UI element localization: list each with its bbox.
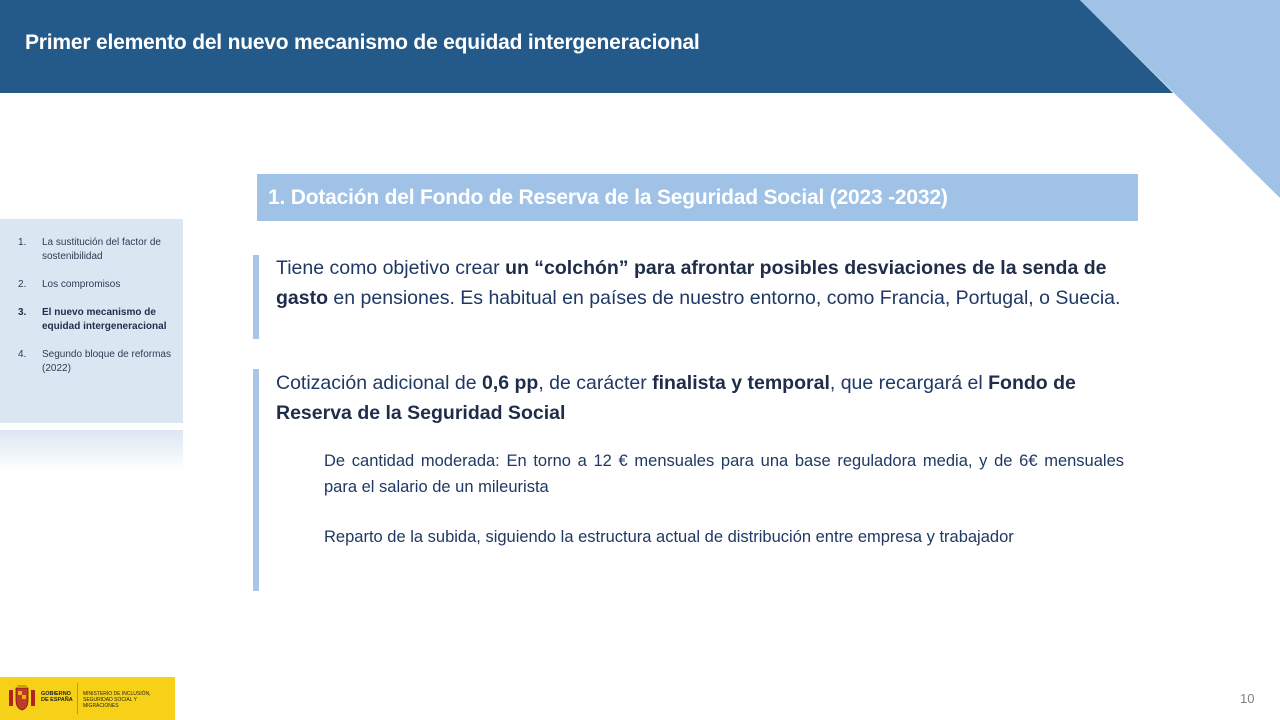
toc-item-1[interactable] (18, 236, 178, 264)
toc-item-label: El nuevo mecanismo de equidad intergeneracional (42, 307, 167, 332)
coat-of-arms-icon (7, 684, 37, 712)
toc-item-label: Los compromisos (42, 279, 121, 290)
bold-text: un “colchón” para afrontar posibles desviaciones de la senda de gasto (276, 257, 1107, 309)
text-run: Cotización adicional de (276, 372, 482, 394)
text-run: Tiene como objetivo crear (276, 257, 506, 279)
gobierno-text: GOBIERNO DE ESPAÑA (41, 691, 73, 703)
sub-point-distribution: Reparto de la subida, siguiendo la estructura actual de distribución entre empresa y trabajador (324, 528, 1014, 546)
paragraph-accent-bar (253, 255, 259, 339)
toc-item-label: La sustitución del factor de sostenibilidad (42, 237, 161, 262)
sub-point-amount: De cantidad moderada: En torno a 12 € mensuales para una base reguladora media, y de 6€ mensuales para el salario de un mileurista (324, 452, 1124, 496)
sidebar-fade (0, 430, 183, 472)
bold-text: Fondo de Reserva de la Seguridad Social (276, 372, 1076, 424)
logo-separator (77, 683, 78, 714)
page-number: 10 (1240, 691, 1255, 706)
government-logo (0, 677, 175, 720)
toc-item-number: 4. (18, 349, 27, 360)
text-run: , que recargará el (829, 372, 989, 394)
section-title: 1. Dotación del Fondo de Reserva de la Seguridad Social (2023 -2032) (268, 186, 948, 209)
toc-item-2[interactable] (18, 278, 178, 292)
toc-item-number: 3. (18, 307, 27, 318)
bold-text: 0,6 pp (481, 372, 539, 394)
sidebar-toc (0, 219, 183, 423)
toc-item-4[interactable] (18, 348, 178, 376)
paragraph-contribution (276, 369, 1142, 428)
section-heading-bar (257, 174, 1138, 221)
toc-item-number: 1. (18, 237, 27, 248)
bold-text: finalista y temporal (652, 372, 830, 394)
toc-item-3[interactable] (18, 306, 178, 334)
paragraph-objective (276, 254, 1142, 313)
ministerio-text: MINISTERIO DE INCLUSIÓN, SEGURIDAD SOCIAL Y MIGRACIONES (83, 691, 151, 709)
toc-item-number: 2. (18, 279, 27, 290)
paragraph-accent-bar (253, 369, 259, 591)
text-run: , de carácter (538, 372, 653, 394)
toc-item-label: Segundo bloque de reformas (2022) (42, 349, 171, 374)
text-run: en pensiones. Es habitual en países de nuestro entorno, como Francia, Portugal, o Suecia. (328, 286, 1121, 309)
slide-title: Primer elemento del nuevo mecanismo de equidad intergeneracional (25, 31, 700, 54)
